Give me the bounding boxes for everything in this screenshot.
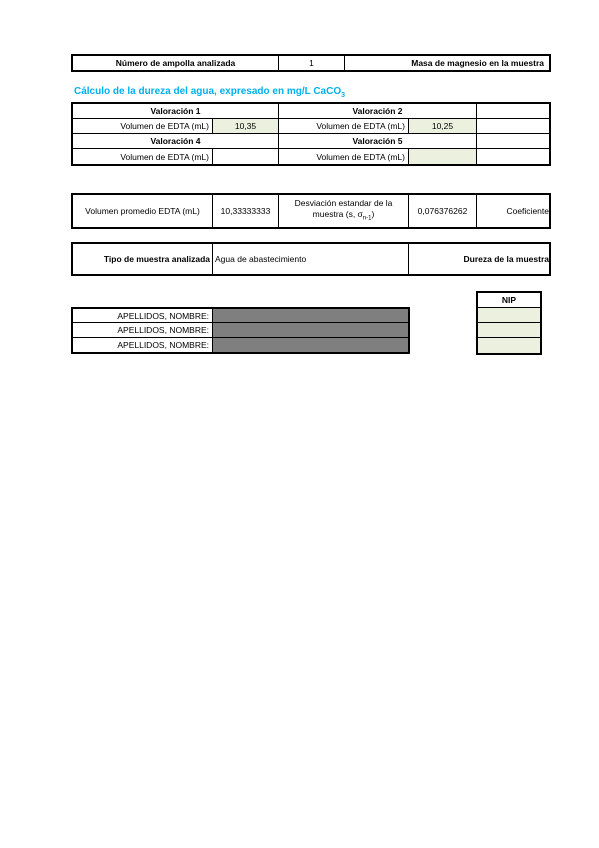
alumno-3-input[interactable] — [213, 338, 408, 352]
valoracion-4-header: Valoración 4 — [73, 134, 279, 149]
nip-header: NIP — [478, 293, 540, 308]
promedio-value: 10,33333333 — [213, 195, 279, 227]
coeficiente-label: Coeficiente — [506, 206, 549, 216]
desviacion-value: 0,076376262 — [409, 195, 477, 227]
alumno-1-label: APELLIDOS, NOMBRE: — [73, 309, 213, 323]
dureza-muestra-label: Dureza de la muestra — [463, 254, 549, 264]
calculo-title-text: Cálculo de la dureza del agua, expresado en mg/L CaCO — [74, 86, 342, 97]
calculo-title-subscript: 3 — [341, 92, 346, 99]
alumno-3-label: APELLIDOS, NOMBRE: — [73, 338, 213, 352]
v4-volumen-label: Volumen de EDTA (mL) — [73, 149, 213, 164]
ampolla-value[interactable]: 1 — [279, 56, 345, 70]
desviacion-label-line2-end: ) — [371, 208, 375, 219]
nip-2-input[interactable] — [478, 323, 540, 338]
v6-volumen-empty — [477, 149, 549, 164]
v1-volumen-value[interactable]: 10,35 — [213, 119, 279, 134]
desviacion-label-line1: Desviación estandar de la — [294, 197, 393, 208]
nip-3-input[interactable] — [478, 338, 540, 353]
tipo-muestra-value[interactable]: Agua de abastecimiento — [213, 244, 409, 274]
nip-1-input[interactable] — [478, 308, 540, 323]
promedio-label-text: Volumen promedio EDTA (mL) — [85, 205, 200, 216]
v1-volumen-label: Volumen de EDTA (mL) — [73, 119, 213, 134]
valoracion-2-header: Valoración 2 — [279, 104, 477, 119]
alumno-1-input[interactable] — [213, 309, 408, 323]
v3-volumen-empty — [477, 119, 549, 134]
calculo-title — [74, 86, 345, 99]
v5-volumen-value[interactable] — [409, 149, 477, 164]
valoracion-1-header: Valoración 1 — [73, 104, 279, 119]
desviacion-label-line2-text: muestra (s, σ — [312, 208, 363, 219]
v2-volumen-value[interactable]: 10,25 — [409, 119, 477, 134]
promedio-label — [73, 195, 213, 227]
desviacion-label-subscript: n-1 — [362, 215, 372, 222]
valoracion-6-header-empty — [477, 134, 549, 149]
v2-volumen-label: Volumen de EDTA (mL) — [279, 119, 409, 134]
masa-magnesio-label: Masa de magnesio en la muestra — [411, 58, 544, 68]
valoracion-3-header-empty — [477, 104, 549, 119]
alumno-2-label: APELLIDOS, NOMBRE: — [73, 323, 213, 338]
v4-volumen-value[interactable] — [213, 149, 279, 164]
v5-volumen-label: Volumen de EDTA (mL) — [279, 149, 409, 164]
ampolla-label: Número de ampolla analizada — [73, 56, 279, 70]
tipo-muestra-label: Tipo de muestra analizada — [73, 244, 213, 274]
desviacion-label — [279, 195, 409, 227]
desviacion-label-line2 — [313, 209, 375, 225]
alumno-2-input[interactable] — [213, 323, 408, 338]
valoracion-5-header: Valoración 5 — [279, 134, 477, 149]
